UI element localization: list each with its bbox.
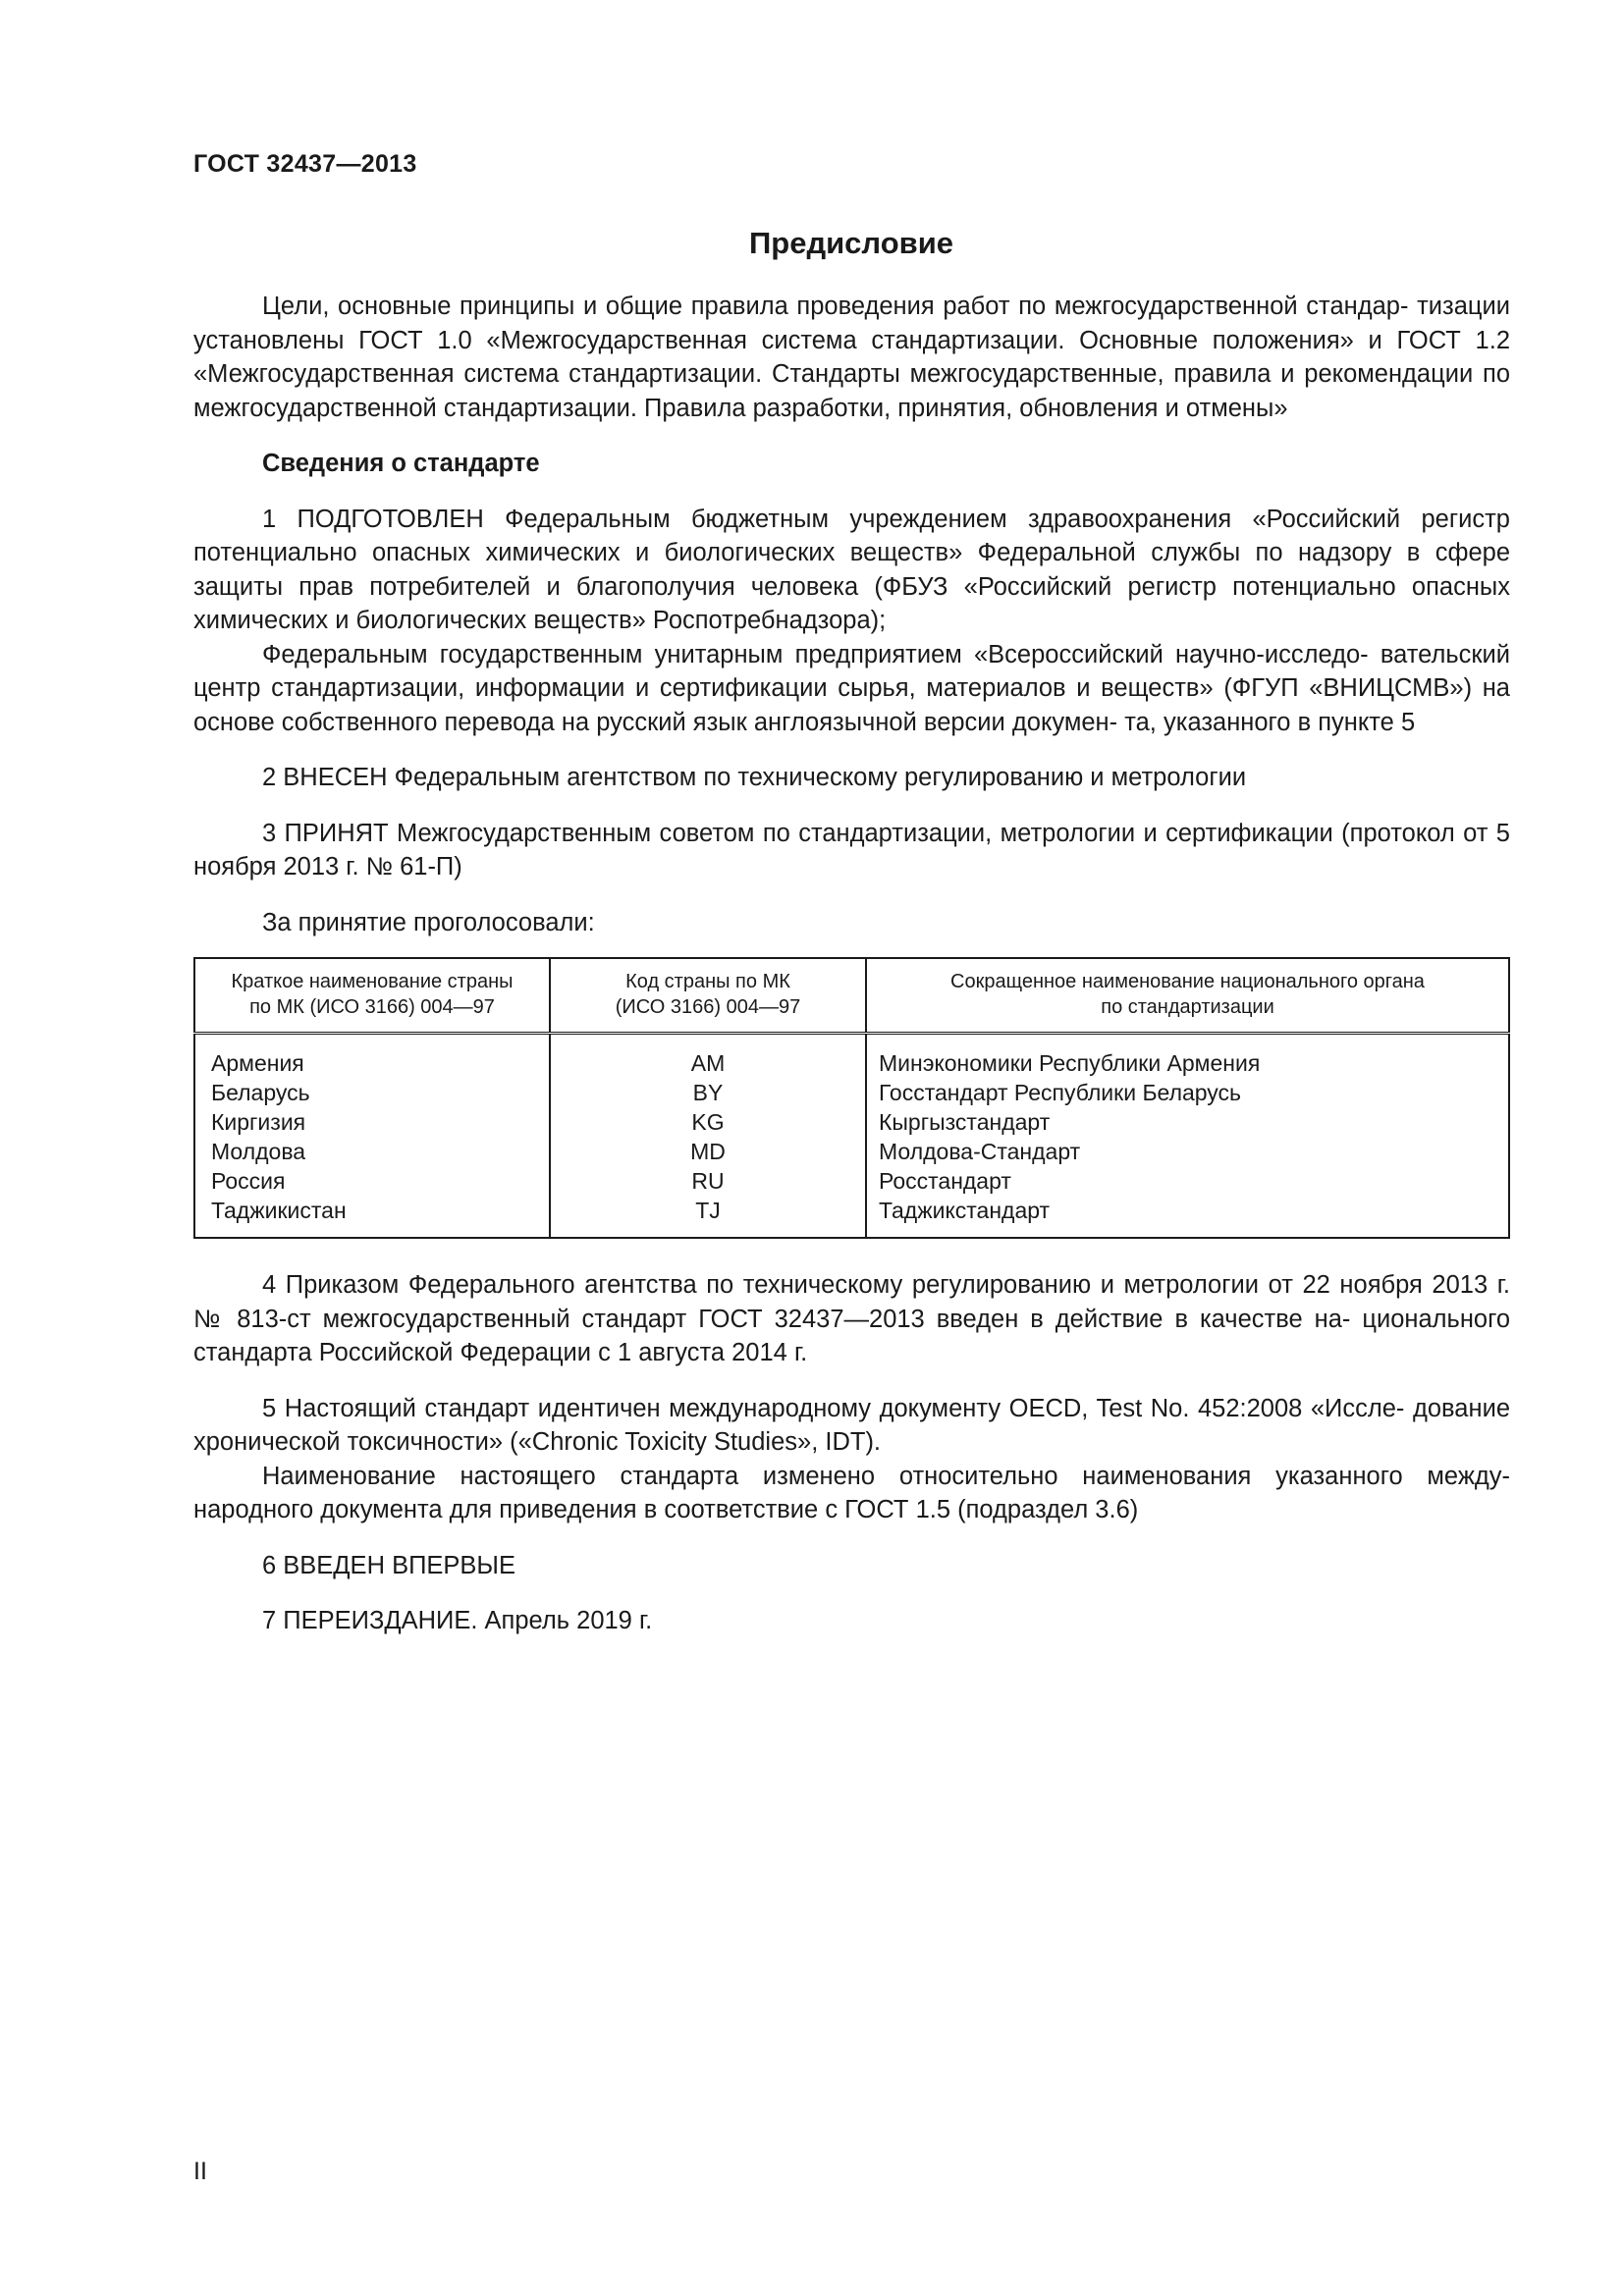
national-body: Кыргызстандарт [866, 1107, 1509, 1137]
item-1-line: 1 ПОДГОТОВЛЕН Федеральным бюджетным учреждением здравоохранения «Российский регистр [262, 505, 1510, 533]
item-1-paragraph [193, 503, 1510, 638]
intro-line: и ГОСТ 1.2 «Межгосударственная система стандартизации. Стандарты межгосударственные, правила [193, 326, 1510, 388]
national-body: Минэкономики Республики Армения [866, 1034, 1509, 1079]
item-1b-line: (ФГУП «ВНИЦСМВ») на основе собственного перевода на русский язык англоязычной версии докумен- [193, 674, 1510, 736]
voting-table [193, 957, 1510, 1239]
item-5-paragraph [193, 1392, 1510, 1460]
item-1b-paragraph [193, 638, 1510, 740]
page-title: Предисловие [748, 226, 953, 260]
intro-paragraph [193, 290, 1510, 425]
country-code: TJ [550, 1196, 866, 1238]
item-5-line: 5 Настоящий стандарт идентичен международному документу OECD, Test No. 452:2008 «Иссле- [262, 1394, 1405, 1422]
item-5b-line: народного документа для приведения в соответствие с ГОСТ 1.5 (подраздел 3.6) [193, 1496, 1139, 1523]
item-5b-paragraph [193, 1460, 1510, 1527]
item-6-paragraph: 6 ВВЕДЕН ВПЕРВЫЕ [262, 1551, 516, 1579]
country-code: MD [550, 1137, 866, 1166]
item-3-line: 3 ПРИНЯТ Межгосударственным советом по стандартизации, метрологии и сертификации [262, 819, 1333, 847]
country-code: RU [550, 1166, 866, 1196]
header-country-code: Код страны по МК (ИСО 3166) 004—97 [550, 958, 866, 1034]
item-1b-line: та, указанного в пункте 5 [1124, 708, 1416, 736]
national-body: Росстандарт [866, 1166, 1509, 1196]
table-row [194, 1034, 1509, 1079]
item-4-line: ционального стандарта Российской Федерации с 1 августа 2014 г. [193, 1305, 1511, 1366]
page-number: II [193, 2158, 207, 2185]
item-1-line: опасных химических и биологических веществ» Роспотребнадзора); [193, 572, 1510, 634]
header-national-body: Сокращенное наименование национального органа по стандартизации [866, 958, 1509, 1034]
item-1b-line: вательский центр стандартизации, информации и сертификации сырья, материалов и веществ» [193, 640, 1510, 702]
item-4-paragraph [193, 1268, 1510, 1370]
table-row [194, 1078, 1509, 1107]
country-name: Армения [211, 1050, 304, 1076]
intro-line: Цели, основные принципы и общие правила проведения работ по межгосударственной стандар- [262, 293, 1409, 320]
country-name: Таджикистан [211, 1198, 347, 1223]
item-1-line: потенциально опасных химических и биологических веществ» Федеральной службы по надзору в [193, 539, 1421, 566]
info-heading: Сведения о стандарте [262, 450, 540, 477]
vote-label: За принятие проголосовали: [262, 908, 595, 936]
item-4-line: 2013 г. № 813-ст межгосударственный стандарт ГОСТ 32437—2013 введен в действие в качестве на- [193, 1271, 1510, 1333]
item-5b-line: Наименование настоящего стандарта изменено относительно наименования указанного между- [262, 1462, 1510, 1490]
item-3-line: (протокол от 5 ноября 2013 г. № 61-П) [193, 819, 1510, 881]
intro-line: и рекомендации по межгосударственной стандартизации. Правила разработки, принятия, обновления [193, 360, 1510, 422]
item-1-line: сфере защиты прав потребителей и благополучия человека (ФБУЗ «Российский регистр потенциально [193, 539, 1510, 601]
standard-code-header: ГОСТ 32437—2013 [193, 150, 417, 178]
national-body: Молдова-Стандарт [866, 1137, 1509, 1166]
item-2-paragraph: 2 ВНЕСЕН Федеральным агентством по техническому регулированию и метрологии [262, 764, 1247, 791]
item-5-line: дование хронической токсичности» («Chronic Toxicity Studies», IDT). [193, 1394, 1510, 1456]
table-row [194, 1107, 1509, 1137]
country-code: AM [550, 1034, 866, 1079]
item-4-line: 4 Приказом Федерального агентства по техническому регулированию и метрологии от 22 ноября [262, 1271, 1423, 1299]
table-row [194, 1166, 1509, 1196]
national-body: Госстандарт Республики Беларусь [866, 1078, 1509, 1107]
country-code: KG [550, 1107, 866, 1137]
item-7-paragraph: 7 ПЕРЕИЗДАНИЕ. Апрель 2019 г. [262, 1607, 653, 1634]
table-header-row [194, 958, 1509, 1034]
table-row [194, 1196, 1509, 1238]
header-country-name: Краткое наименование страны по МК (ИСО 3166) 004—97 [194, 958, 550, 1034]
item-1b-line: Федеральным государственным унитарным предприятием «Всероссийский научно-исследо- [262, 640, 1369, 668]
country-name: Россия [211, 1168, 286, 1194]
national-body: Таджикстандарт [866, 1196, 1509, 1238]
country-name: Молдова [211, 1139, 306, 1164]
country-code: BY [550, 1078, 866, 1107]
country-name: Беларусь [211, 1080, 310, 1105]
foreword-content [193, 290, 1510, 1638]
table-row [194, 1137, 1509, 1166]
intro-line: и отмены» [1164, 394, 1288, 422]
item-3-paragraph [193, 817, 1510, 884]
intro-line: тизации установлены ГОСТ 1.0 «Межгосударственная система стандартизации. Основные положения» [193, 293, 1510, 354]
country-name: Киргизия [211, 1109, 306, 1135]
